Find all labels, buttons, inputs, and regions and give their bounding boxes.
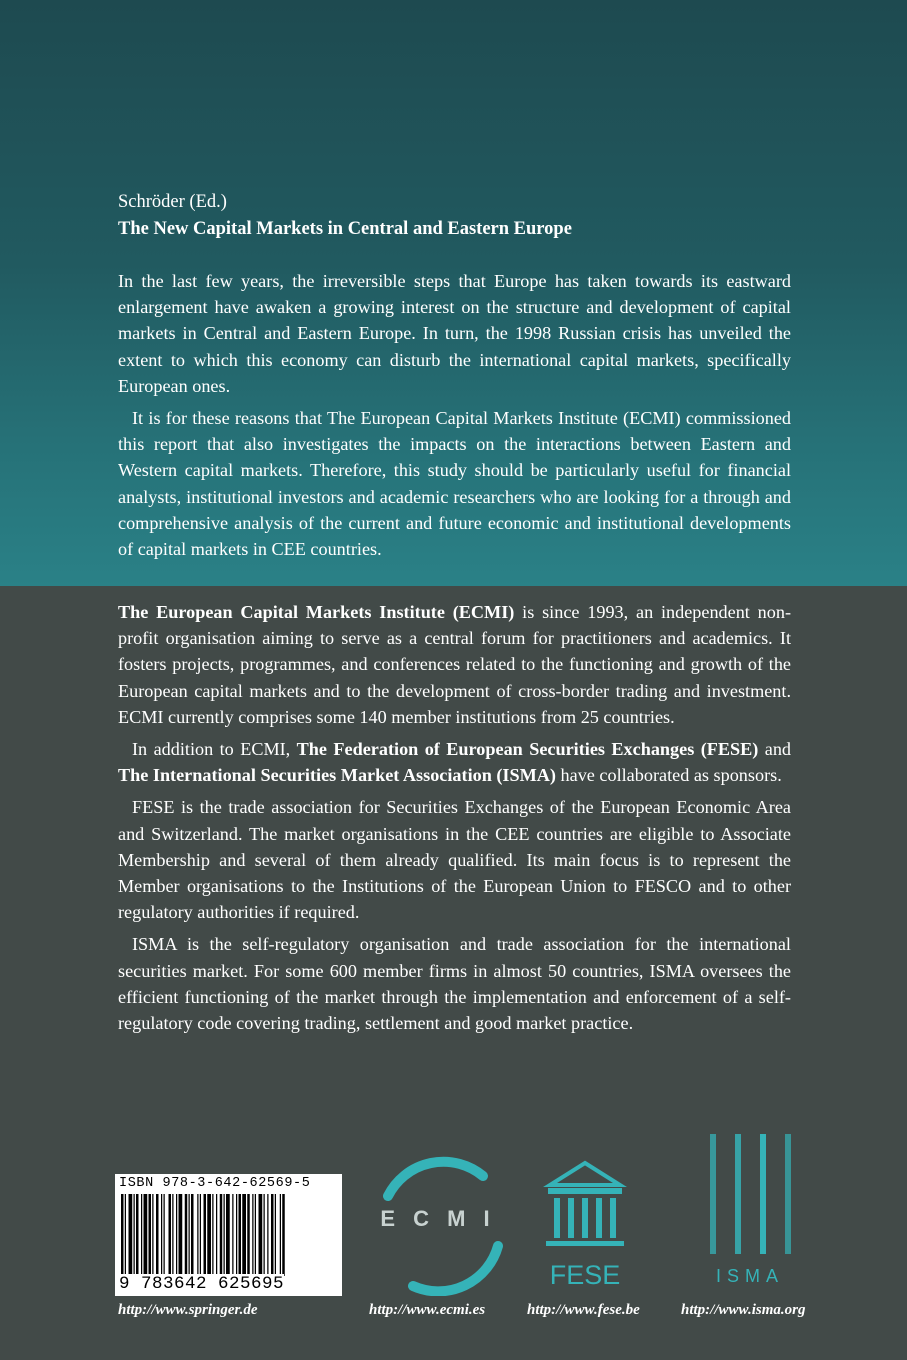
barcode-bar — [191, 1194, 194, 1276]
intro-paragraph-1: In the last few years, the irreversible steps that Europe has taken towards its eastward enlargement have awaken a growing interest on the structure and development of capital markets in Central and Eastern Europe. In turn, the 1998 Russian crisis has unveiled the extent to which this economy can disturb the international capital markets, specifically European ones. — [118, 271, 791, 396]
barcode-bar — [259, 1194, 263, 1276]
ecmi-description: is since 1993, an independent non-profit organisation aiming to serve as a central forum for practitioners and academics. It fosters projects, programmes, and conferences related to the functioning and growth of the European capital markets and to the development of cross-border trading and investment. ECMI currently comprises some 140 member institutions from 25 countries. — [118, 602, 791, 727]
barcode-bar — [239, 1194, 242, 1276]
barcode-bar — [189, 1194, 190, 1276]
isma-url[interactable]: http://www.isma.org — [681, 1302, 806, 1318]
fese-paragraph: FESE is the trade association for Securities Exchanges of the European Economic Area and Switzerland. The market organisations in the CEE countries are eligible to Associate Membership and several of them already qualified. Its main focus is to represent the Member organisations to the Institutions of the European Union to FESCO and to other regulatory authorities if required. — [118, 797, 791, 923]
barcode-bar — [264, 1194, 265, 1276]
isma-logo-text: ISMA — [715, 1266, 785, 1286]
springer-url[interactable]: http://www.springer.de — [118, 1302, 258, 1318]
barcode-bar — [161, 1194, 162, 1276]
barcode-bar — [232, 1194, 233, 1276]
barcode-bar — [172, 1194, 173, 1276]
book-author: Schröder (Ed.) — [118, 192, 227, 212]
barcode-bar — [271, 1194, 274, 1276]
barcode-bar — [207, 1194, 211, 1276]
barcode-bar — [149, 1194, 152, 1276]
barcode-bars — [119, 1194, 338, 1276]
book-title: The New Capital Markets in Central and Eastern Europe — [118, 219, 572, 239]
sponsors-and: and — [758, 739, 792, 760]
barcode-bar — [129, 1194, 133, 1276]
barcode-bar — [197, 1194, 198, 1276]
barcode-bar — [144, 1194, 148, 1276]
intro-text — [118, 268, 791, 562]
barcode-bar — [224, 1194, 225, 1276]
fese-url[interactable]: http://www.fese.be — [527, 1302, 640, 1318]
sponsors-end: have collaborated as sponsors. — [555, 765, 782, 786]
isma-paragraph: ISMA is the self-regulatory organisation and trade association for the international securities market. For some 600 member firms in almost 50 countries, ISMA oversees the efficient functioning of the market through the implementation and enforcement of a self-regulatory code covering trading, settlement and good market practice. — [118, 934, 791, 1034]
intro-paragraph-2: It is for these reasons that The European Capital Markets Institute (ECMI) commissioned this report that also investigates the impacts on the interactions between Eastern and Western capital markets. Therefore, this study should be particularly useful for financial analysts, institutional investors and academic researchers who are looking for a through and comprehensive analysis of the current and future economic and institutional developments of capital markets in CEE countries. — [118, 408, 791, 560]
barcode-bar — [247, 1194, 250, 1276]
isma-name: The International Securities Market Association (ISMA) — [118, 765, 556, 786]
barcode-bar — [121, 1194, 124, 1276]
barcode-bar — [242, 1194, 246, 1276]
barcode-bar — [134, 1194, 135, 1276]
barcode-bar — [255, 1194, 256, 1276]
barcode-bar — [267, 1194, 268, 1276]
barcode-bar — [164, 1194, 165, 1276]
ecmi-name: The European Capital Markets Institute (ECMI) — [118, 602, 515, 622]
barcode-bar — [136, 1194, 139, 1276]
fese-logo — [540, 1160, 630, 1292]
barcode-bar — [156, 1194, 159, 1276]
barcode-bar — [275, 1194, 276, 1276]
sponsors-intro: In addition to ECMI, — [132, 739, 297, 760]
barcode-bar — [141, 1194, 142, 1276]
sponsors-paragraph — [118, 736, 791, 788]
barcode-bar — [220, 1194, 223, 1276]
ecmi-logo — [358, 1156, 518, 1296]
barcode-bar — [200, 1194, 201, 1276]
barcode-bar — [179, 1194, 183, 1276]
barcode-digits: 9 783642 625695 — [119, 1274, 285, 1294]
barcode-bar — [216, 1194, 217, 1276]
barcode-bar — [185, 1194, 188, 1276]
barcode-bar — [280, 1194, 281, 1276]
barcode-bar — [169, 1194, 172, 1276]
barcode-bar — [125, 1194, 126, 1276]
barcode-bar — [204, 1194, 207, 1276]
fese-name: The Federation of European Securities Exchanges (FESE) — [296, 739, 759, 760]
barcode-bar — [212, 1194, 213, 1276]
fese-logo-text: FESE — [549, 1260, 621, 1290]
barcode-bar — [236, 1194, 237, 1276]
barcode-bar — [282, 1194, 285, 1276]
barcode-bar — [152, 1194, 153, 1276]
barcode-bar — [252, 1194, 253, 1276]
ecmi-logo-text: E C M I — [380, 1206, 496, 1231]
about-text — [118, 599, 791, 1036]
barcode-bar — [176, 1194, 177, 1276]
barcode-bar — [226, 1194, 230, 1276]
isbn-label: ISBN 978-3-642-62569-5 — [119, 1176, 311, 1191]
isbn-barcode — [115, 1174, 342, 1296]
isma-logo — [680, 1134, 810, 1290]
ecmi-url[interactable]: http://www.ecmi.es — [369, 1302, 486, 1318]
ecmi-paragraph — [118, 599, 791, 730]
